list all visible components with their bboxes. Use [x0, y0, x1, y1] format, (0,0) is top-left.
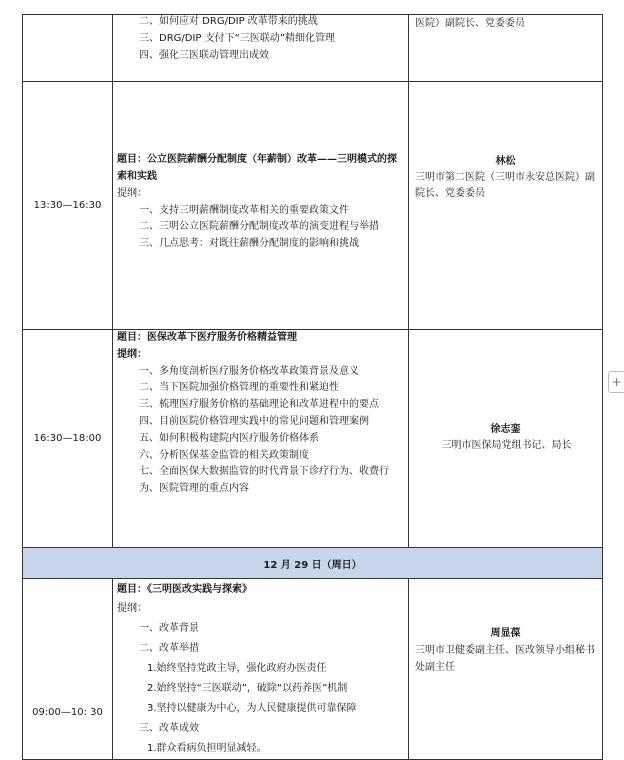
day-header-row	[23, 548, 603, 579]
table-row	[23, 82, 603, 330]
time-cell: 13:30—16:30	[23, 82, 113, 330]
time-cell: 16:30—18:00	[23, 330, 113, 548]
session-title: 题目：《三明医改实践与探索》	[117, 584, 252, 595]
table-row	[23, 15, 603, 82]
speaker-name: 周显葆	[490, 628, 521, 639]
outline-item: 三、改革成效	[139, 722, 199, 734]
topic-cell	[113, 15, 409, 82]
schedule-table	[22, 14, 603, 760]
speaker-role: 医院）副院长、党委委员	[415, 18, 525, 29]
day-label: 12 月 29 日（周日）	[23, 548, 603, 579]
speaker-name: 徐志銮	[490, 424, 521, 436]
outline-item: 六、分析医保基金监管的相关政策制度	[139, 449, 309, 461]
outline-item: 三、几点思考：对既往薪酬分配制度的影响和挑战	[139, 238, 359, 250]
outline-subitem: 2.始终坚持“三医联动”，破除“以药养医”机制	[147, 682, 348, 694]
table-row	[23, 330, 603, 548]
outline-item: 一、多角度剖析医疗服务价格改革政策背景及意义	[139, 365, 359, 377]
outline-item: 五、如何积极构建院内医疗服务价格体系	[139, 432, 319, 444]
add-icon[interactable]: +	[608, 371, 624, 393]
session-title: 题目：公立医院薪酬分配制度（年薪制）改革——三明模式的探索和实践	[117, 154, 397, 182]
outline-item: 七、全面医保大数据监管的时代背景下诊疗行为、收费行为、医院管理的重点内容	[139, 466, 389, 495]
speaker-cell	[409, 15, 603, 82]
outline-item: 二、当下医院加强价格管理的重要性和紧迫性	[139, 382, 339, 394]
speaker-cell	[409, 82, 603, 330]
outline-item: 四、强化三医联动管理出成效	[139, 49, 269, 61]
outline-item: 一、支持三明薪酬制度改革相关的重要政策文件	[139, 204, 349, 216]
speaker-cell	[409, 330, 603, 548]
time-label: 09:00—10: 30	[32, 707, 103, 718]
speaker-role: 三明市医保局党组书记、局长	[441, 440, 572, 452]
topic-cell	[113, 82, 409, 330]
topic-cell	[113, 330, 409, 548]
outline-item: 四、目前医院价格管理实践中的常见问题和管理案例	[139, 415, 369, 427]
outline-item: 一、改革背景	[139, 622, 199, 634]
speaker-role: 三明市第二医院（三明市永安总医院）副院长、党委委员	[415, 171, 595, 199]
outline-subitem: 1.群众看病负担明显减轻。	[147, 742, 267, 754]
outline-label: 提纲：	[117, 187, 147, 199]
outline-item: 三、梳理医疗服务价格的基础理论和改革进程中的要点	[139, 399, 379, 411]
time-cell	[23, 15, 113, 82]
outline-subitem: 3.坚持以健康为中心，为人民健康提供可靠保障	[147, 702, 357, 714]
session-title: 题目：医保改革下医疗服务价格精益管理	[117, 332, 297, 343]
outline-item: 三、DRG/DIP 支付下“三医联动”精细化管理	[139, 32, 335, 44]
topic-cell	[113, 579, 409, 760]
outline-item: 二、如何应对 DRG/DIP 改革带来的挑战	[139, 16, 318, 27]
speaker-role: 三明市卫健委副主任、医改领导小组秘书处副主任	[415, 645, 595, 673]
time-cell	[23, 579, 113, 760]
outline-subitem: 1.始终坚持党政主导，强化政府办医责任	[147, 662, 327, 674]
speaker-name: 林松	[495, 155, 516, 167]
speaker-cell	[409, 579, 603, 760]
outline-label: 提纲：	[117, 602, 147, 614]
outline-item: 二、改革举措	[139, 642, 199, 654]
outline-label: 提纲：	[117, 348, 147, 360]
outline-item: 二、三明公立医院薪酬分配制度改革的演变进程与举措	[139, 221, 379, 233]
table-row	[23, 579, 603, 760]
